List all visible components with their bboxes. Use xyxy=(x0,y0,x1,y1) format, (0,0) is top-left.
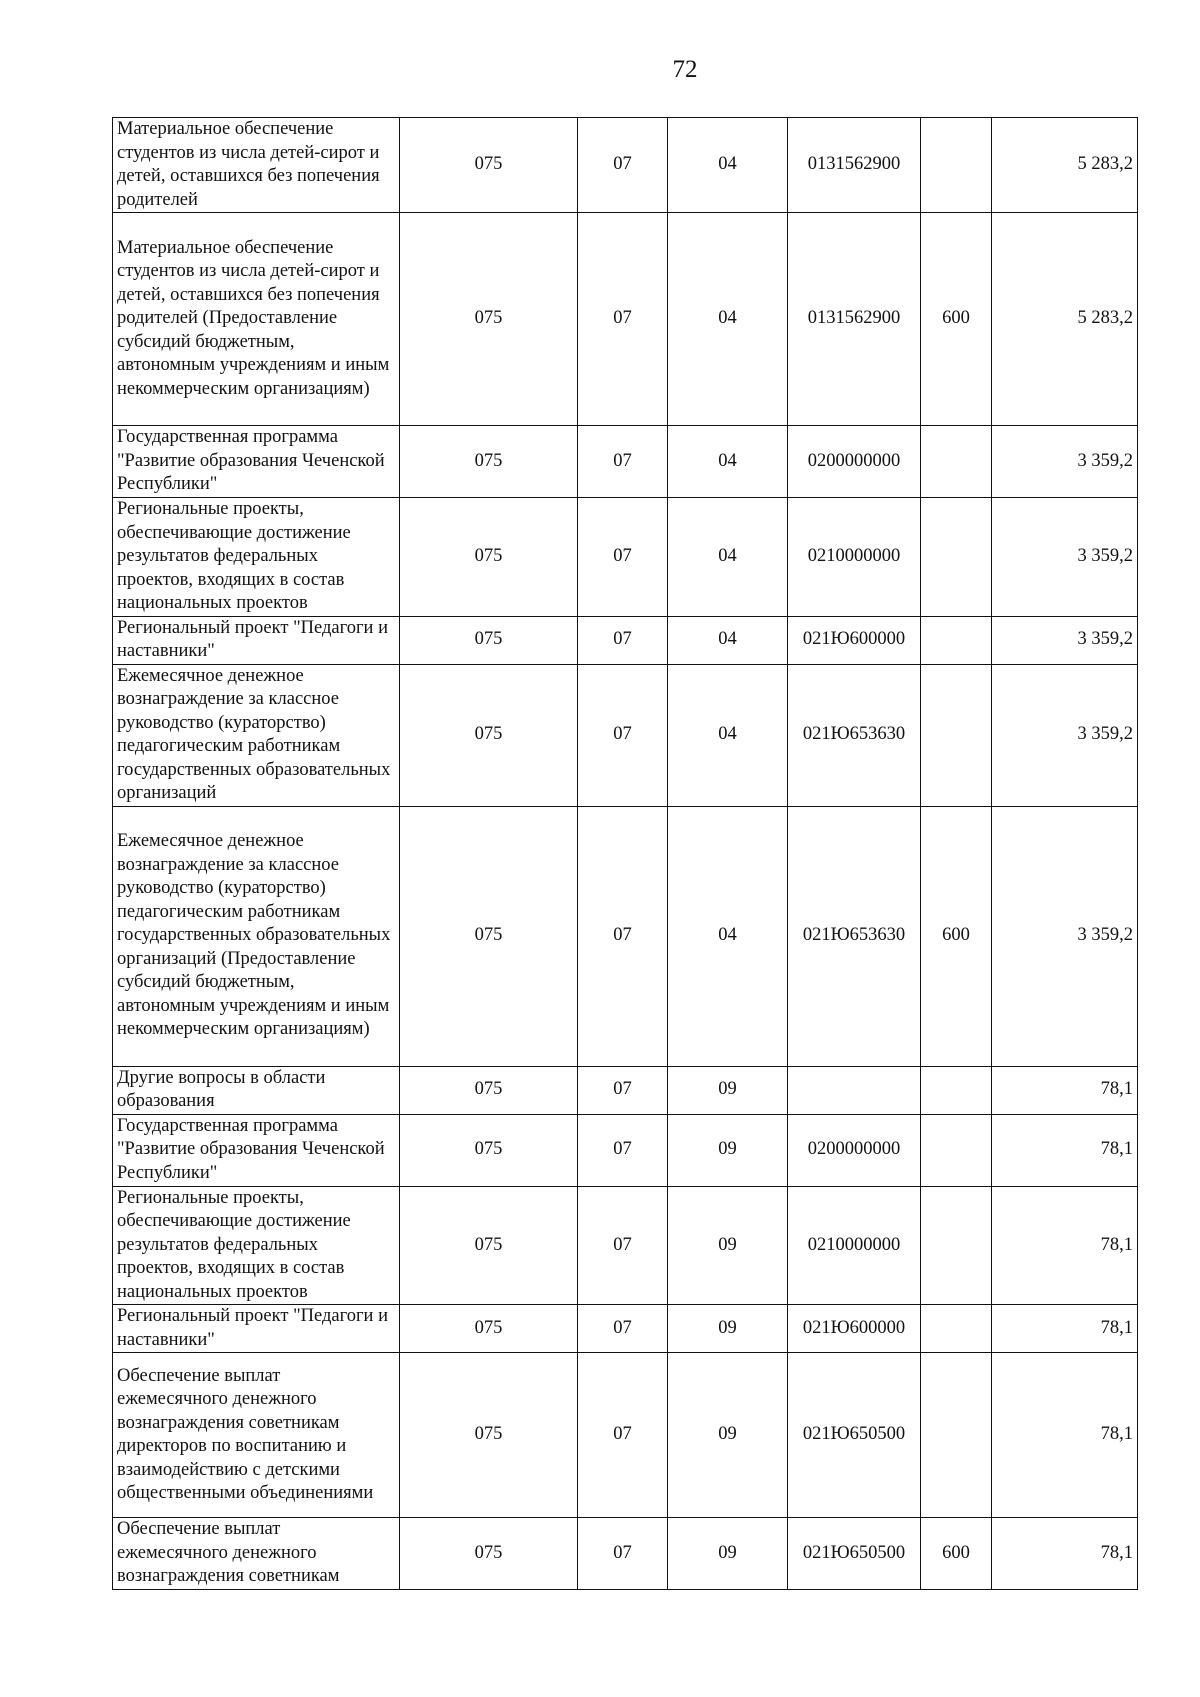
ministry-code: 075 xyxy=(400,118,578,213)
page-number: 72 xyxy=(672,56,698,83)
target-article-code: 021Ю600000 xyxy=(788,1305,921,1353)
subsection-code: 04 xyxy=(668,118,788,213)
section-code: 07 xyxy=(578,118,668,213)
subsection-code: 09 xyxy=(668,1305,788,1353)
subsection-code: 04 xyxy=(668,426,788,498)
ministry-code: 075 xyxy=(400,664,578,806)
ministry-code: 075 xyxy=(400,1518,578,1590)
section-code: 07 xyxy=(578,1518,668,1590)
expense-type-code: 600 xyxy=(921,806,992,1066)
amount: 78,1 xyxy=(992,1114,1138,1186)
row-description: Государственная программа "Развитие образования Чеченской Республики" xyxy=(113,426,400,498)
expense-type-code xyxy=(921,118,992,213)
target-article-code: 0200000000 xyxy=(788,1114,921,1186)
target-article-code: 021Ю653630 xyxy=(788,806,921,1066)
section-code: 07 xyxy=(578,1305,668,1353)
ministry-code: 075 xyxy=(400,213,578,426)
amount: 78,1 xyxy=(992,1353,1138,1518)
amount: 78,1 xyxy=(992,1066,1138,1114)
row-description: Региональный проект "Педагоги и наставники" xyxy=(113,616,400,664)
row-description: Региональные проекты, обеспечивающие достижение результатов федеральных проектов, входящих в состав национальных проектов xyxy=(113,498,400,617)
expense-type-code xyxy=(921,426,992,498)
row-description: Региональный проект "Педагоги и наставники" xyxy=(113,1305,400,1353)
target-article-code: 021Ю600000 xyxy=(788,616,921,664)
amount: 5 283,2 xyxy=(992,118,1138,213)
amount: 3 359,2 xyxy=(992,616,1138,664)
expense-type-code xyxy=(921,664,992,806)
expense-type-code xyxy=(921,498,992,617)
subsection-code: 04 xyxy=(668,213,788,426)
target-article-code: 0210000000 xyxy=(788,1186,921,1305)
section-code: 07 xyxy=(578,498,668,617)
row-description: Региональные проекты, обеспечивающие достижение результатов федеральных проектов, входящих в состав национальных проектов xyxy=(113,1186,400,1305)
row-description: Обеспечение выплат ежемесячного денежного вознаграждения советникам xyxy=(113,1518,400,1590)
subsection-code: 09 xyxy=(668,1518,788,1590)
amount: 78,1 xyxy=(992,1305,1138,1353)
table-row xyxy=(113,1114,1138,1186)
expense-type-code xyxy=(921,1353,992,1518)
budget-table xyxy=(112,117,1138,1590)
subsection-code: 09 xyxy=(668,1353,788,1518)
section-code: 07 xyxy=(578,1066,668,1114)
table-row xyxy=(113,806,1138,1066)
amount: 78,1 xyxy=(992,1518,1138,1590)
section-code: 07 xyxy=(578,1353,668,1518)
amount: 3 359,2 xyxy=(992,806,1138,1066)
target-article-code: 0200000000 xyxy=(788,426,921,498)
ministry-code: 075 xyxy=(400,1186,578,1305)
row-description: Материальное обеспечение студентов из числа детей-сирот и детей, оставшихся без попечения родителей xyxy=(113,118,400,213)
expense-type-code xyxy=(921,1114,992,1186)
ministry-code: 075 xyxy=(400,1305,578,1353)
table-row xyxy=(113,1066,1138,1114)
subsection-code: 04 xyxy=(668,616,788,664)
table-row xyxy=(113,118,1138,213)
target-article-code xyxy=(788,1066,921,1114)
subsection-code: 04 xyxy=(668,664,788,806)
row-description: Государственная программа "Развитие образования Чеченской Республики" xyxy=(113,1114,400,1186)
row-description: Материальное обеспечение студентов из числа детей-сирот и детей, оставшихся без попечения родителей (Предоставление субсидий бюджетным, автономным учреждениям и иным некоммерческим организациям) xyxy=(113,213,400,426)
target-article-code: 021Ю650500 xyxy=(788,1518,921,1590)
ministry-code: 075 xyxy=(400,806,578,1066)
expense-type-code: 600 xyxy=(921,1518,992,1590)
target-article-code: 0210000000 xyxy=(788,498,921,617)
table-row xyxy=(113,213,1138,426)
section-code: 07 xyxy=(578,426,668,498)
ministry-code: 075 xyxy=(400,1066,578,1114)
amount: 3 359,2 xyxy=(992,498,1138,617)
amount: 5 283,2 xyxy=(992,213,1138,426)
section-code: 07 xyxy=(578,616,668,664)
ministry-code: 075 xyxy=(400,426,578,498)
ministry-code: 075 xyxy=(400,1353,578,1518)
section-code: 07 xyxy=(578,1186,668,1305)
section-code: 07 xyxy=(578,1114,668,1186)
table-row xyxy=(113,1305,1138,1353)
target-article-code: 021Ю653630 xyxy=(788,664,921,806)
expense-type-code xyxy=(921,616,992,664)
amount: 78,1 xyxy=(992,1186,1138,1305)
subsection-code: 04 xyxy=(668,806,788,1066)
section-code: 07 xyxy=(578,806,668,1066)
target-article-code: 0131562900 xyxy=(788,118,921,213)
row-description: Другие вопросы в области образования xyxy=(113,1066,400,1114)
table-row xyxy=(113,664,1138,806)
row-description: Ежемесячное денежное вознаграждение за классное руководство (кураторство) педагогическим работникам государственных образовательных организаций xyxy=(113,664,400,806)
target-article-code: 0131562900 xyxy=(788,213,921,426)
ministry-code: 075 xyxy=(400,616,578,664)
table-row xyxy=(113,616,1138,664)
row-description: Ежемесячное денежное вознаграждение за классное руководство (кураторство) педагогическим работникам государственных образовательных организаций (Предоставление субсидий бюджетным, автономным учреждениям и иным некоммерческим организациям) xyxy=(113,806,400,1066)
expense-type-code xyxy=(921,1305,992,1353)
section-code: 07 xyxy=(578,664,668,806)
section-code: 07 xyxy=(578,213,668,426)
subsection-code: 09 xyxy=(668,1066,788,1114)
ministry-code: 075 xyxy=(400,1114,578,1186)
table-row xyxy=(113,1186,1138,1305)
subsection-code: 09 xyxy=(668,1114,788,1186)
table-row xyxy=(113,1518,1138,1590)
table-row xyxy=(113,498,1138,617)
subsection-code: 04 xyxy=(668,498,788,617)
row-description: Обеспечение выплат ежемесячного денежного вознаграждения советникам директоров по воспитанию и взаимодействию с детскими общественными объединениями xyxy=(113,1353,400,1518)
amount: 3 359,2 xyxy=(992,664,1138,806)
expense-type-code xyxy=(921,1066,992,1114)
amount: 3 359,2 xyxy=(992,426,1138,498)
ministry-code: 075 xyxy=(400,498,578,617)
expense-type-code: 600 xyxy=(921,213,992,426)
target-article-code: 021Ю650500 xyxy=(788,1353,921,1518)
table-row xyxy=(113,1353,1138,1518)
subsection-code: 09 xyxy=(668,1186,788,1305)
expense-type-code xyxy=(921,1186,992,1305)
table-row xyxy=(113,426,1138,498)
